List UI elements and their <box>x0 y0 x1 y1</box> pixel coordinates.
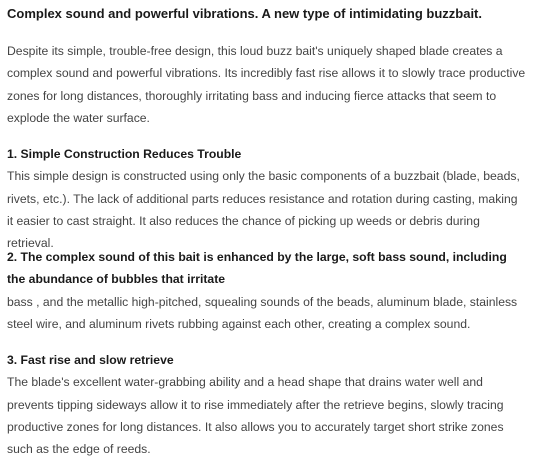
feature-title: 2. The complex sound of this bait is enhanced by the large, soft bass sound, including the abundance of bubbles that irritate <box>7 250 507 287</box>
feature-body: This simple design is constructed using only the basic components of a buzzbait (blade, beads, rivets, etc.). The lack of additional parts reduces resistance and rotation during casting, making it easier to cast straight. It also reduces the chance of picking up weeds or debris during retrieval. <box>7 169 520 251</box>
feature-title: 1. Simple Construction Reduces Trouble <box>7 147 242 161</box>
feature-section-3 <box>7 349 527 460</box>
feature-section-2 <box>7 246 527 335</box>
feature-section-1 <box>7 143 527 254</box>
page-headline: Complex sound and powerful vibrations. A new type of intimidating buzzbait. <box>7 6 482 21</box>
feature-body: The blade's excellent water-grabbing ability and a head shape that drains water well and prevents tipping sideways allow it to rise immediately after the retrieve begins, slowly tracing productive zones for long distances. It also allows you to accurately target short strike zones such as the edge of reeds. <box>7 375 504 457</box>
feature-body: bass , and the metallic high-pitched, squealing sounds of the beads, aluminum blade, stainless steel wire, and aluminum rivets rubbing against each other, creating a complex sound. <box>7 294 518 331</box>
intro-paragraph: Despite its simple, trouble-free design, this loud buzz bait's uniquely shaped blade creates a complex sound and powerful vibrations. Its incredibly fast rise allows it to slowly trace productive zones for long distances, thoroughly irritating bass and inducing fierce attacks that seem to explode the water surface. <box>7 44 526 125</box>
feature-title: 3. Fast rise and slow retrieve <box>7 353 174 367</box>
